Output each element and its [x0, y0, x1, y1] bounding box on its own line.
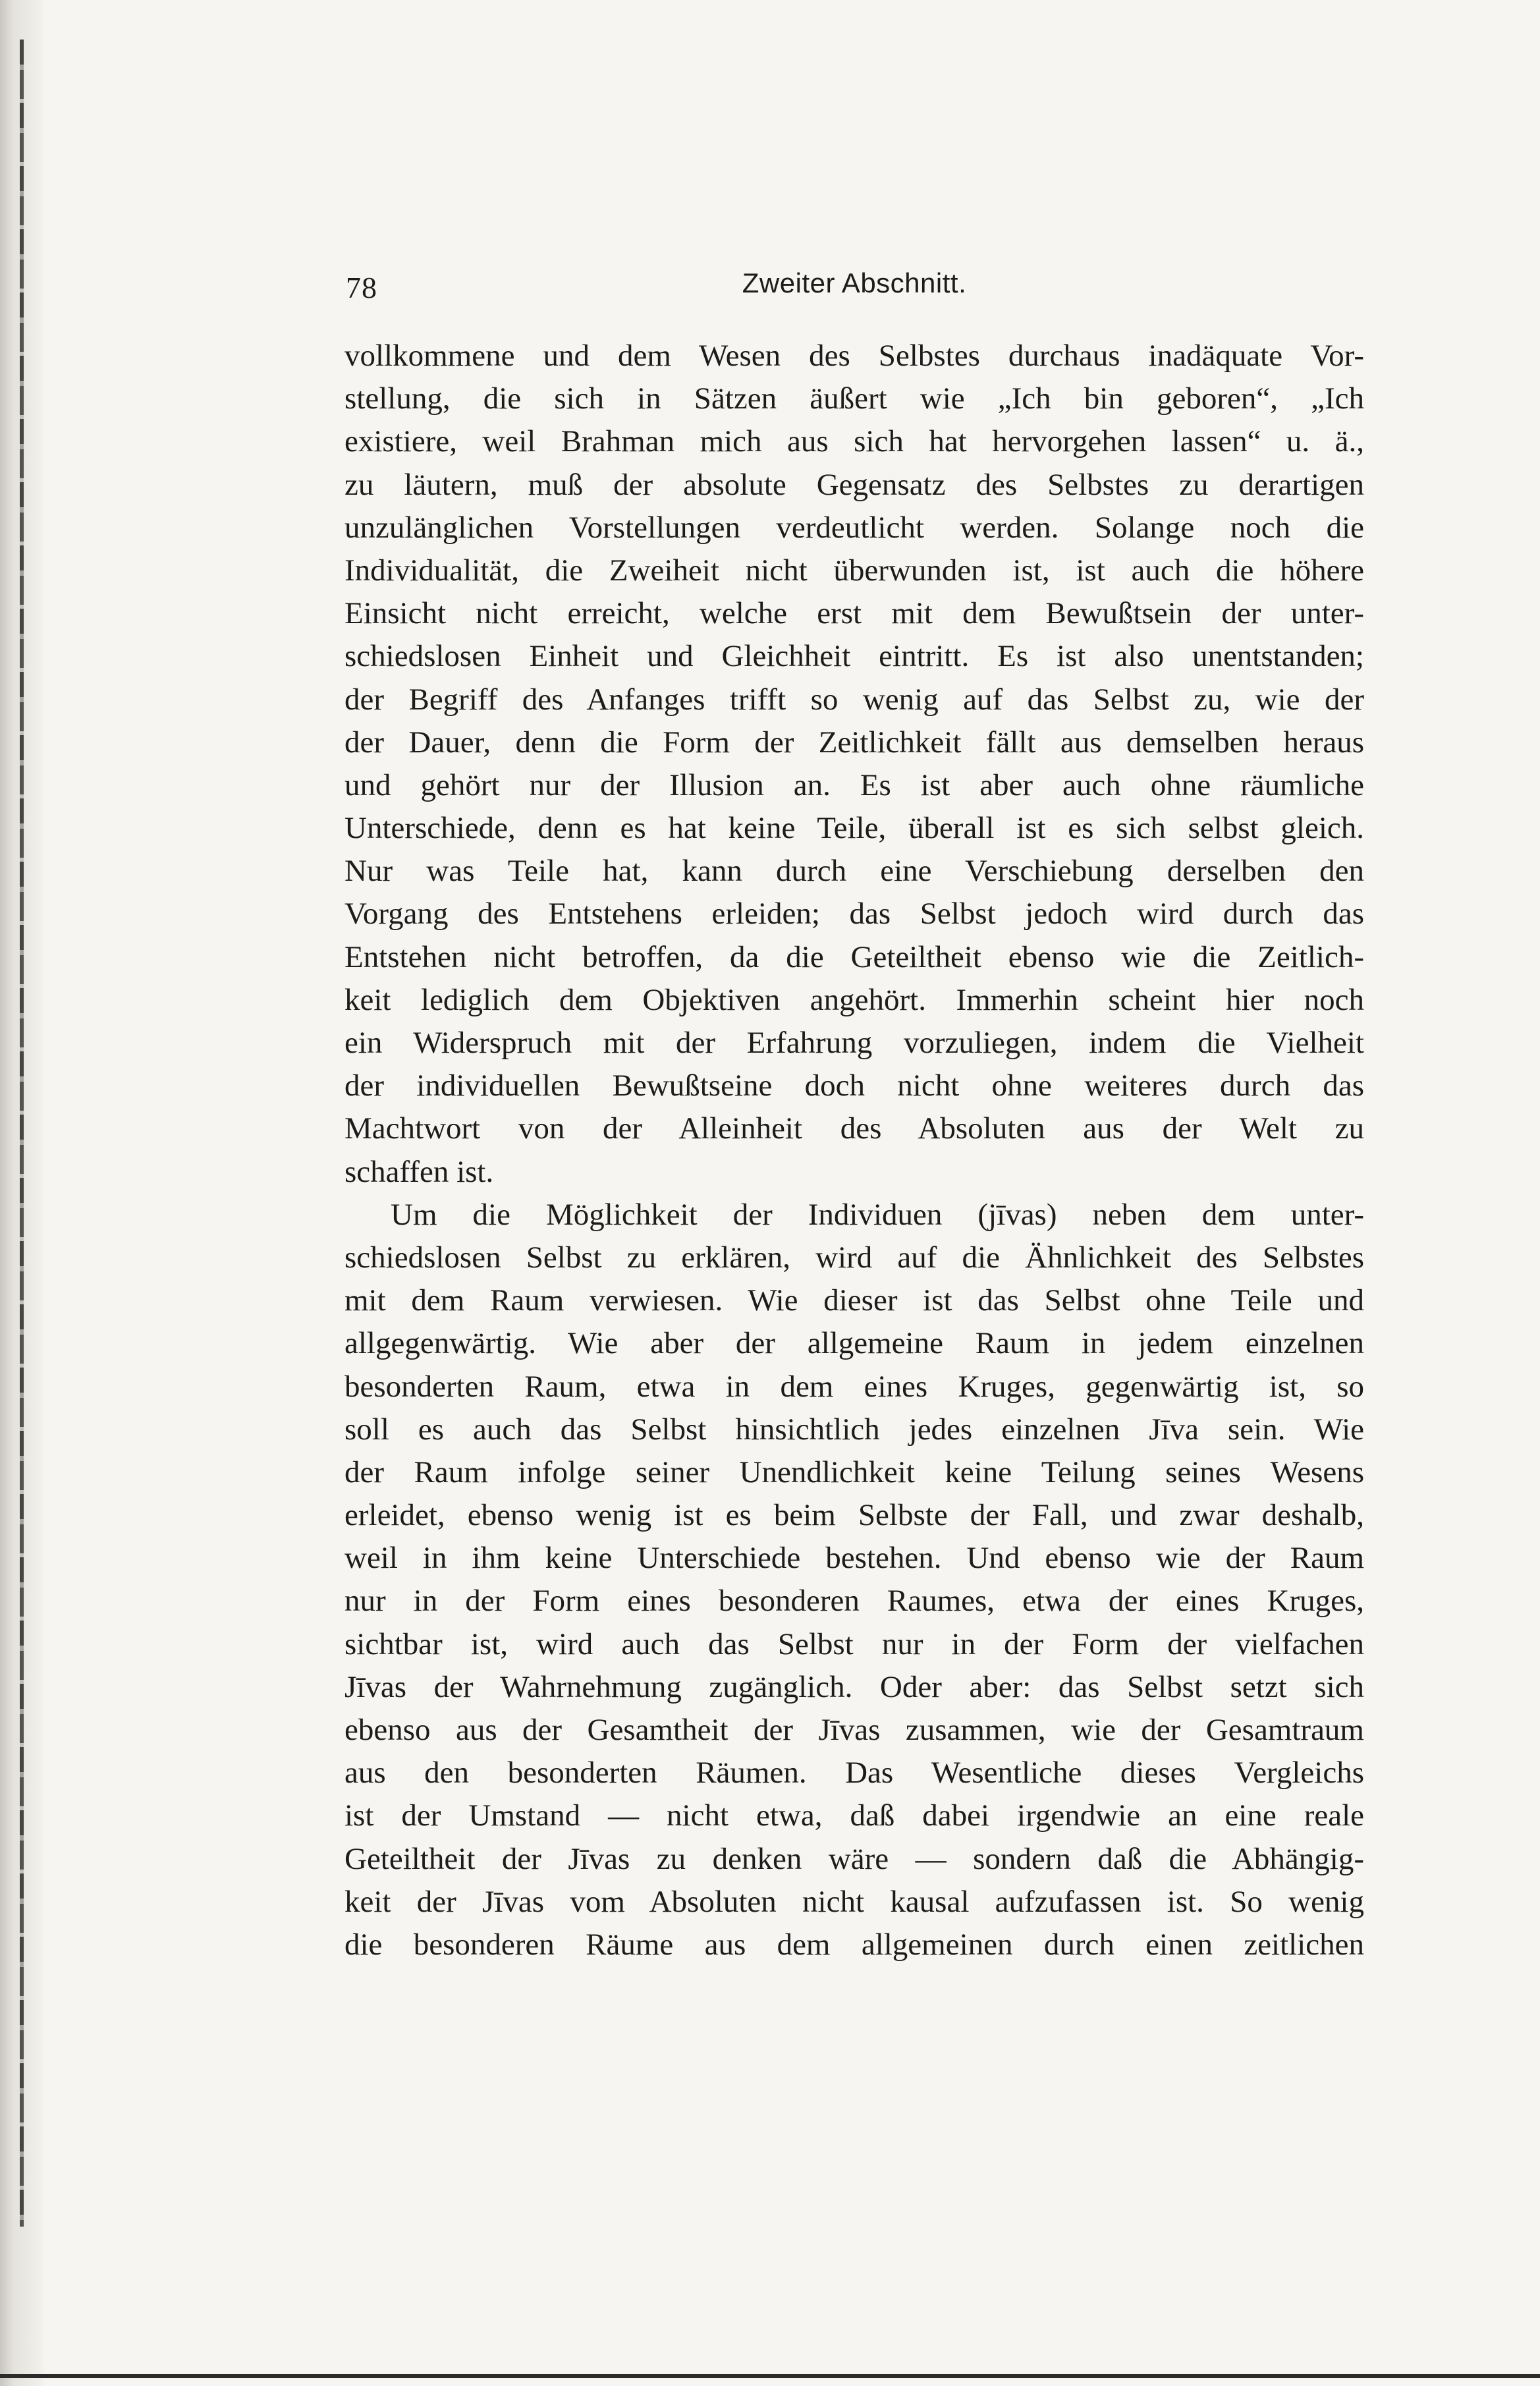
text-line: unzulänglichen Vorstellungen verdeutlicht werden. Solange noch die	[344, 510, 1364, 545]
text-line: aus den besonderten Räumen. Das Wesentliche dieses Vergleichs	[344, 1756, 1364, 1790]
paragraph-1	[344, 335, 1364, 1194]
text-line: Unterschiede, denn es hat keine Teile, überall ist es sich selbst gleich.	[344, 811, 1364, 846]
page-number: 78	[346, 271, 377, 304]
text-line: keit lediglich dem Objektiven angehört. Immerhin scheint hier noch	[344, 982, 1364, 1017]
text-line: schiedslosen Einheit und Gleichheit eintritt. Es ist also unentstanden;	[344, 639, 1364, 674]
text-line: soll es auch das Selbst hinsichtlich jedes einzelnen Jīva sein. Wie	[344, 1412, 1364, 1447]
text-line: sichtbar ist, wird auch das Selbst nur in der Form der vielfachen	[344, 1626, 1364, 1661]
text-line: ist der Umstand — nicht etwa, daß dabei irgendwie an eine reale	[344, 1798, 1364, 1833]
scan-binding-edge	[0, 0, 46, 2386]
text-line: der Raum infolge seiner Unendlichkeit keine Teilung seines Wesens	[344, 1455, 1364, 1489]
text-line: der Begriff des Anfanges trifft so wenig auf das Selbst zu, wie der	[344, 682, 1364, 717]
text-line: und gehört nur der Illusion an. Es ist aber auch ohne räumliche	[344, 767, 1364, 802]
text-line: allgegenwärtig. Wie aber der allgemeine Raum in jedem einzelnen	[344, 1326, 1364, 1361]
text-line: Geteiltheit der Jīvas zu denken wäre — sondern daß die Abhängig-	[344, 1841, 1364, 1876]
text-line: nur in der Form eines besonderen Raumes, etwa der eines Kruges,	[344, 1584, 1364, 1619]
text-line: weil in ihm keine Unterschiede bestehen. Und ebenso wie der Raum	[344, 1541, 1364, 1576]
paragraph-2	[344, 1194, 1364, 1966]
running-head: Zweiter Abschnitt.	[742, 267, 967, 298]
text-line: schaffen ist.	[344, 1154, 494, 1189]
scan-bottom-edge	[0, 2374, 1540, 2378]
body-text	[344, 335, 1364, 1966]
text-line: der individuellen Bewußtseine doch nicht ohne weiteres durch das	[344, 1068, 1364, 1103]
text-line: existiere, weil Brahman mich aus sich hat hervorgehen lassen“ u. ä.,	[344, 424, 1364, 459]
text-line: Um die Möglichkeit der Individuen (jīvas) neben dem unter-	[391, 1197, 1364, 1232]
text-line: vollkommene und dem Wesen des Selbstes durchaus inadäquate Vor-	[344, 339, 1364, 373]
text-line: stellung, die sich in Sätzen äußert wie „Ich bin geboren“, „Ich	[344, 381, 1364, 416]
text-line: zu läutern, muß der absolute Gegensatz des Selbstes zu derartigen	[344, 467, 1364, 502]
text-line: schiedslosen Selbst zu erklären, wird auf die Ähnlichkeit des Selbstes	[344, 1240, 1364, 1275]
text-line: der Dauer, denn die Form der Zeitlichkeit fällt aus demselben heraus	[344, 725, 1364, 760]
text-line: keit der Jīvas vom Absoluten nicht kausal aufzufassen ist. So wenig	[344, 1884, 1364, 1919]
text-line: Entstehen nicht betroffen, da die Geteiltheit ebenso wie die Zeitlich-	[344, 939, 1364, 974]
text-line: Nur was Teile hat, kann durch eine Verschiebung derselben den	[344, 854, 1364, 889]
text-line: Machtwort von der Alleinheit des Absoluten aus der Welt zu	[344, 1111, 1364, 1146]
text-line: Vorgang des Entstehens erleiden; das Selbst jedoch wird durch das	[344, 897, 1364, 931]
page-header	[344, 264, 1364, 310]
text-line: Einsicht nicht erreicht, welche erst mit dem Bewußtsein der unter-	[344, 596, 1364, 631]
text-line: ein Widerspruch mit der Erfahrung vorzuliegen, indem die Vielheit	[344, 1026, 1364, 1060]
text-line: ebenso aus der Gesamtheit der Jīvas zusammen, wie der Gesamtraum	[344, 1713, 1364, 1747]
text-line: besonderten Raum, etwa in dem eines Kruges, gegenwärtig ist, so	[344, 1369, 1364, 1404]
text-line: die besonderen Räume aus dem allgemeinen durch einen zeitlichen	[344, 1927, 1364, 1962]
text-line: mit dem Raum verwiesen. Wie dieser ist das Selbst ohne Teile und	[344, 1283, 1364, 1318]
text-line: Individualität, die Zweiheit nicht überwunden ist, ist auch die höhere	[344, 553, 1364, 588]
text-line: erleidet, ebenso wenig ist es beim Selbste der Fall, und zwar deshalb,	[344, 1498, 1364, 1533]
text-line: Jīvas der Wahrnehmung zugänglich. Oder aber: das Selbst setzt sich	[344, 1669, 1364, 1704]
